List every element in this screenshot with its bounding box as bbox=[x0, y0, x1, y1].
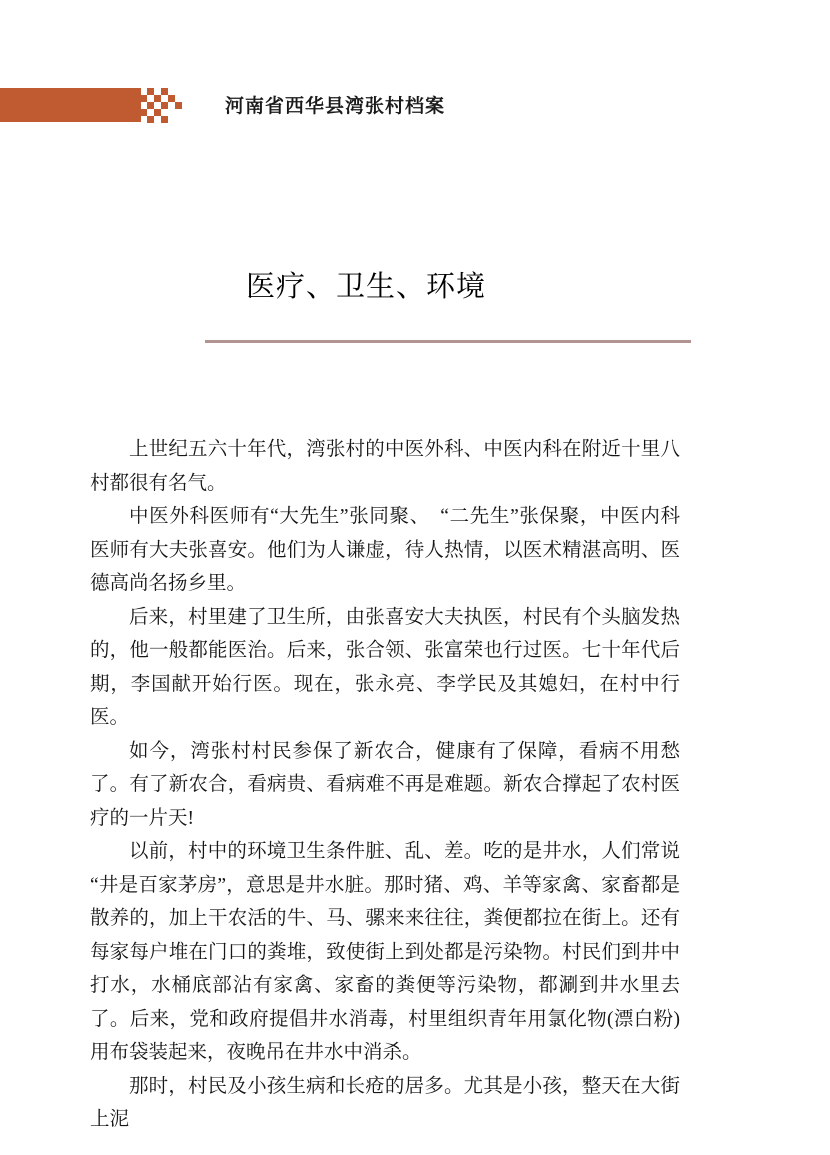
paragraph: 后来，村里建了卫生所，由张喜安大夫执医，村民有个头脑发热的，他一般都能医治。后来，张合领、张富荣也行过医。七十年代后期，李国献开始行医。现在，张永亮、李学民及其媳妇，在村中行医。 bbox=[90, 606, 680, 728]
header-checker-pattern bbox=[140, 88, 147, 95]
title-divider-rule bbox=[205, 340, 691, 343]
running-header-label: 河南省西华县湾张村档案 bbox=[225, 96, 446, 117]
paragraph: 如今，湾张村村民参保了新农合，健康有了保障，看病不用愁了。有了新农合，看病贵、看病难不再是难题。新农合撑起了农村医疗的一片天! bbox=[90, 740, 680, 829]
paragraph: 以前，村中的环境卫生条件脏、乱、差。吃的是井水，人们常说“井是百家茅房”，意思是井水脏。那时猪、鸡、羊等家禽、家畜都是散养的，加上干农活的牛、马、骡来来往往，粪便都拉在街上。还有每家每户堆在门口的粪堆，致使街上到处都是污染物。村民们到井中打水，水桶底部沾有家禽、家畜的粪便等污染物，都涮到井水里去了。后来，党和政府提倡井水消毒，村里组织青年用氯化物(漂白粉)用布袋装起来，夜晚吊在井水中消杀。 bbox=[90, 841, 680, 1063]
paragraph: 中医外科医师有“大先生”张同聚、 “二先生”张保聚，中医内科医师有大夫张喜安。他们为人谦虚，待人热情，以医术精湛高明、医德高尚名扬乡里。 bbox=[90, 506, 680, 594]
chapter-title: 医疗、卫生、环境 bbox=[246, 271, 487, 303]
paragraph: 上世纪五六十年代，湾张村的中医外科、中医内科在附近十里八村都很有名气。 bbox=[90, 439, 680, 494]
header-accent-bar bbox=[0, 88, 141, 122]
paragraph: 那时，村民及小孩生病和长疮的居多。尤其是小孩，整天在大街上泥 bbox=[90, 1075, 680, 1130]
body-text bbox=[90, 433, 680, 1137]
